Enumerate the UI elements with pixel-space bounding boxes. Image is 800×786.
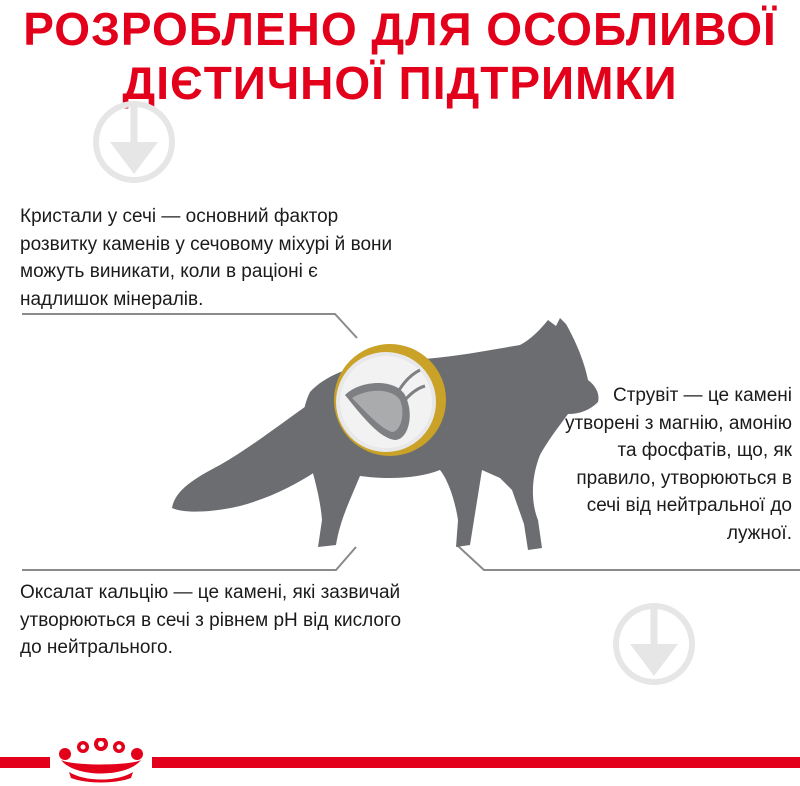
footer-brand-line (152, 757, 800, 768)
page-title-line-2: ДІЄТИЧНОЇ ПІДТРИМКИ (122, 57, 678, 109)
crown-logo (55, 738, 147, 784)
struvite-description: Струвіт — це камені утворені з магнію, амонію та фосфатів, що, як правило, утворюються в сечі від нейтральної до лужної. (564, 385, 792, 544)
page-title-line-1: РОЗРОБЛЕНО ДЛЯ ОСОБЛИВОЇ (23, 3, 777, 55)
connector-top-left (22, 314, 357, 338)
oxalate-description: Оксалат кальцію — це камені, які зазвичай утворюються в сечі з рівнем pH від кислого до нейтрального. (20, 582, 402, 658)
connector-right (458, 546, 800, 570)
connector-bottom-left (22, 547, 356, 570)
crystals-description: Кристали у сечі — основний фактор розвитку каменів у сечовому міхурі й вони можуть виникати, коли в раціоні є надлишок мінералів. (20, 206, 393, 310)
bladder-icon (334, 344, 446, 456)
footer-brand-line-left (0, 757, 50, 768)
